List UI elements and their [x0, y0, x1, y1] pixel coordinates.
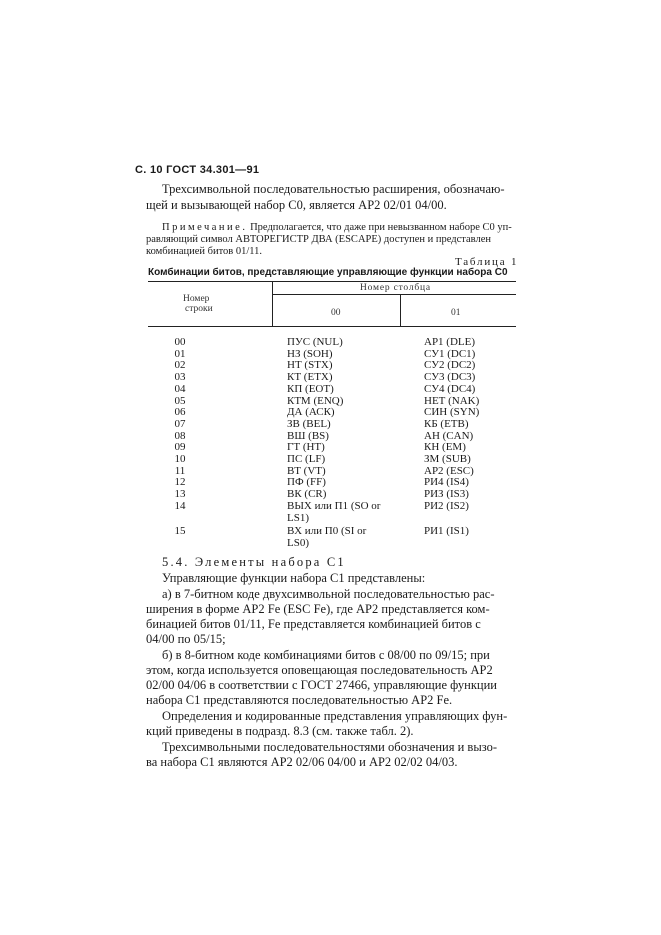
row-number: 12 [174, 476, 186, 489]
row-number: 11 [174, 464, 186, 477]
cell-col-01: СИН (SYN) [424, 406, 480, 419]
cell-col-01: СУ1 (DC1) [424, 347, 476, 360]
section-line: Управляющие функции набора С1 представлены: [162, 571, 426, 585]
row-number: 02 [174, 359, 186, 372]
cell-col-01: СУ2 (DC2) [424, 359, 476, 372]
cell-col-01: СУ4 (DC4) [424, 382, 476, 395]
intro-line: Трехсимвольной последовательностью расширения, обозначаю- [162, 182, 505, 196]
section-line: набора С1 представляются последовательностью АР2 Fe. [146, 693, 453, 707]
row-number: 08 [174, 429, 186, 442]
section-line: кций приведены в подразд. 8.3 (см. также табл. 2). [146, 724, 414, 738]
cell-col-01: ЗМ (SUB) [424, 453, 471, 465]
cell-col-00: ВЫХ или П1 (SO or [287, 499, 381, 512]
section-line: 04/00 по 05/15; [146, 632, 226, 646]
row-number: 14 [174, 499, 186, 512]
section-line: а) в 7-битном коде двухсимвольной последовательностью рас- [162, 587, 495, 601]
section-line: ширения в форме АР2 Fe (ESC Fe), где АР2 представляется ком- [146, 602, 490, 616]
cell-col-00: ВШ (BS) [287, 429, 329, 442]
page-header: С. 10 ГОСТ 34.301—91 [135, 164, 260, 176]
column-header-01: 01 [451, 308, 461, 318]
cell-col-00: ГТ (НТ) [287, 441, 325, 454]
cell-col-01: РИЗ (IS3) [424, 488, 469, 501]
column-header-00: 00 [331, 308, 341, 318]
note-line [162, 222, 512, 235]
row-number: 01 [174, 347, 186, 360]
table-header-rule [148, 326, 516, 327]
row-number: 09 [174, 441, 186, 454]
cell-col-00-continuation: LS0) [287, 536, 309, 549]
cell-col-01: РИ2 (IS2) [424, 499, 469, 512]
section-line: Трехсимвольными последовательностями обозначения и вызо- [162, 740, 498, 754]
cell-col-00: ЗВ (BEL) [287, 417, 331, 430]
note-line: равляющий символ АВТОРЕГИСТР ДВА (ESCAPE) доступен и представлен [146, 234, 491, 245]
cell-col-00: НТ (STX) [287, 359, 333, 372]
section-line: ва набора С1 являются АР2 02/06 04/00 и АР2 02/02 04/03. [146, 755, 458, 769]
cell-col-01: РИ1 (IS1) [424, 525, 469, 538]
cell-col-01: АР2 (ESC) [424, 464, 474, 477]
cell-col-00: КП (ЕОТ) [287, 382, 334, 395]
cell-col-00: ВК (CR) [287, 488, 327, 501]
table-vertical-rule [400, 294, 401, 326]
intro-line: щей и вызывающей набор С0, является АР2 02/01 04/00. [146, 198, 447, 212]
cell-col-00: КТМ (ENQ) [287, 394, 344, 407]
cell-col-00: ПФ (FF) [287, 476, 326, 489]
cell-col-00: ВХ или П0 (SI or [287, 525, 367, 538]
note-line: комбинацией битов 01/11. [146, 246, 263, 257]
cell-col-00: ДА (АСК) [287, 406, 335, 419]
section-line: 02/00 04/06 в соответствии с ГОСТ 27466, управляющие функции [146, 678, 498, 692]
section-line: Определения и кодированные представления управляющих фун- [162, 709, 508, 723]
row-number: 00 [174, 336, 186, 348]
row-number-header: строки [185, 304, 213, 314]
note-label: Примечание. [162, 222, 248, 233]
table-caption: Комбинации битов, представляющие управляющие функции набора С0 [148, 267, 508, 278]
cell-col-01: СУ3 (DC3) [424, 371, 476, 384]
cell-col-00: КТ (ЕТХ) [287, 371, 333, 384]
cell-col-00: ВТ (VT) [287, 464, 326, 477]
cell-col-00: НЗ (SOH) [287, 347, 333, 360]
cell-col-01: КБ (ЕТВ) [424, 417, 469, 430]
table-top-rule [148, 281, 516, 282]
cell-col-00-continuation: LS1) [287, 511, 309, 524]
row-number: 06 [174, 406, 186, 419]
table-label: Таблица 1 [455, 256, 519, 268]
row-number: 05 [174, 394, 186, 407]
column-group-header: Номер столбца [360, 283, 431, 293]
cell-col-01: КН (ЕМ) [424, 441, 466, 454]
row-number: 07 [174, 417, 186, 430]
row-number: 10 [174, 453, 186, 465]
section-heading: 5.4. Элементы набора С1 [162, 555, 346, 569]
row-number: 13 [174, 488, 186, 501]
cell-col-01: АР1 (DLE) [424, 336, 476, 348]
table-vertical-rule [272, 281, 273, 326]
row-number-header: Номер [183, 294, 210, 304]
row-number: 04 [174, 382, 186, 395]
cell-col-00: ПУС (NUL) [287, 336, 343, 348]
row-number: 03 [174, 371, 186, 384]
cell-col-00: ПС (LF) [287, 453, 326, 465]
note-text: Предполагается, что даже при невызванном наборе С0 уп- [250, 222, 512, 233]
cell-col-01: РИ4 (IS4) [424, 476, 469, 489]
section-line: этом, когда используется оповещающая последовательность АР2 [146, 663, 493, 677]
table-group-rule [272, 294, 516, 295]
section-line: б) в 8-битном коде комбинациями битов с 08/00 по 09/15; при [162, 648, 490, 662]
cell-col-01: АН (CAN) [424, 429, 474, 442]
row-number: 15 [174, 525, 186, 538]
section-line: бинацией битов 01/11, Fe представляется комбинацией битов с [146, 617, 481, 631]
cell-col-01: НЕТ (NAK) [424, 394, 480, 407]
